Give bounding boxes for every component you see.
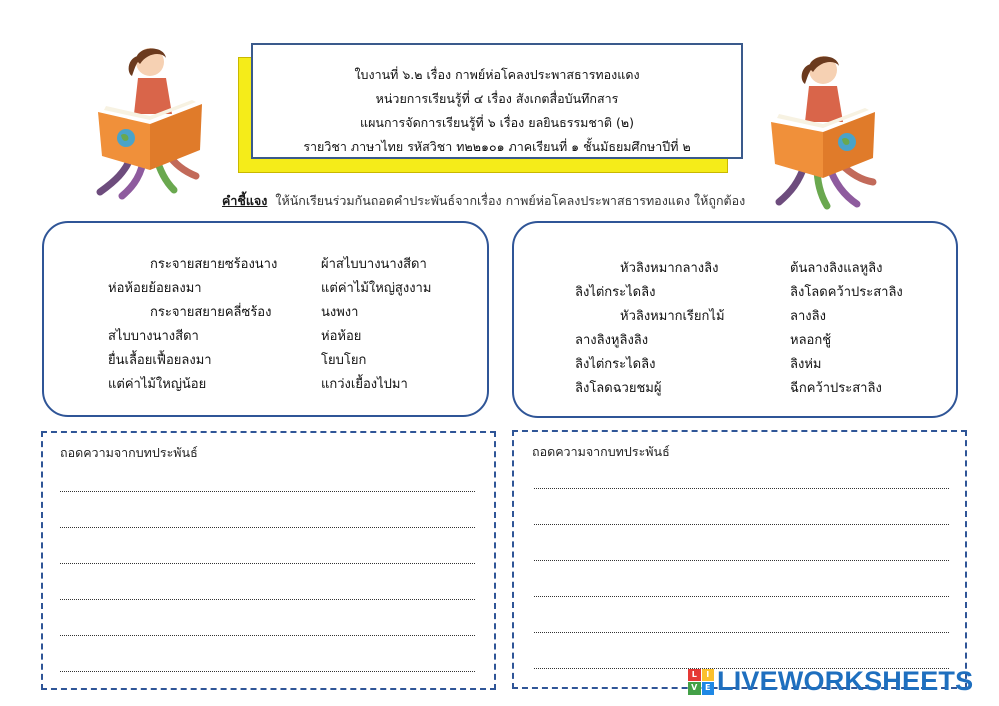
- answer-line[interactable]: [534, 632, 949, 633]
- poem-line: ลิงไต่กระไดลิง: [575, 285, 656, 300]
- poem-line: ลิงห่ม: [790, 357, 822, 372]
- poem-line: ห่อห้อยย้อยลงมา: [108, 281, 202, 296]
- poem-line: นงพงา: [321, 305, 359, 320]
- liveworksheets-logo: [688, 666, 973, 697]
- title-box: [251, 43, 743, 159]
- answer-line[interactable]: [60, 491, 475, 492]
- poem-line: ยื่นเลื้อยเฟื้อยลงมา: [108, 353, 212, 368]
- poem-line: กระจายสยายคลี่ซร้อง: [150, 305, 272, 320]
- answer-box-right: [512, 430, 967, 689]
- poem-line: สไบบางนางสีดา: [108, 329, 199, 344]
- instruction: [222, 191, 745, 211]
- poem-line: หัวลิงหมากลางลิง: [620, 261, 719, 276]
- poem-line: ต้นลางลิงแลหูลิง: [790, 261, 883, 276]
- lesson-plan: แผนการจัดการเรียนรู้ที่ ๖ เรื่อง ยลยินธรรมชาติ (๒): [360, 115, 634, 130]
- poem-box-left: [42, 221, 489, 417]
- answer-line[interactable]: [534, 488, 949, 489]
- answer-box-left: [41, 431, 496, 690]
- answer-line[interactable]: [60, 599, 475, 600]
- poem-line: ห่อห้อย: [321, 329, 362, 344]
- answer-label-right: ถอดความจากบทประพันธ์: [532, 444, 670, 459]
- answer-line[interactable]: [60, 635, 475, 636]
- answer-line[interactable]: [60, 671, 475, 672]
- instruction-text: ให้นักเรียนร่วมกันถอดคำประพันธ์จากเรื่อง กาพย์ห่อโคลงประพาสธารทองแดง ให้ถูกต้อง: [275, 193, 746, 208]
- logo-text: LIVEWORKSHEETS: [717, 666, 974, 696]
- learning-unit: หน่วยการเรียนรู้ที่ ๔ เรื่อง สังเกตสื่อบันทึกสาร: [375, 91, 619, 106]
- poem-line: ลางลิงหูลิงลิง: [575, 333, 649, 348]
- poem-line: แต่ค่าไม้ใหญ่สูงงาม: [321, 281, 432, 296]
- poem-line: ลิงไต่กระไดลิง: [575, 357, 656, 372]
- live-logo-icon: L I V E: [688, 669, 714, 695]
- poem-line: ลิงโลดคว้าประสาลิง: [790, 285, 903, 300]
- poem-line: โยบโยก: [321, 353, 367, 368]
- poem-line: ลิงโลดฉวยชมผู้: [575, 381, 662, 396]
- poem-line: แกว่งเยื้องไปมา: [321, 377, 408, 392]
- answer-line[interactable]: [60, 563, 475, 564]
- poem-line: กระจายสยายซร้องนาง: [150, 257, 278, 272]
- answer-line[interactable]: [534, 524, 949, 525]
- poem-line: หัวลิงหมากเรียกไม้: [620, 309, 725, 324]
- poem-line: ผ้าสไบบางนางสีดา: [321, 257, 427, 272]
- girl-reading-illustration-left: [92, 42, 212, 200]
- girl-reading-illustration-right: [765, 52, 885, 210]
- poem-line: ลางลิง: [790, 309, 826, 324]
- poem-box-right: [512, 221, 958, 418]
- answer-line[interactable]: [534, 560, 949, 561]
- instruction-label: คำชี้แจง: [222, 193, 268, 208]
- course-info: รายวิชา ภาษาไทย รหัสวิชา ท๒๒๑๐๑ ภาคเรียนที่ ๑ ชั้นมัธยมศึกษาปีที่ ๒: [303, 139, 691, 154]
- poem-line: หลอกชู้: [790, 333, 832, 348]
- answer-line[interactable]: [60, 527, 475, 528]
- poem-line: ฉีกคว้าประสาลิง: [790, 381, 882, 396]
- answer-line[interactable]: [534, 596, 949, 597]
- poem-line: แต่ค่าไม้ใหญ่น้อย: [108, 377, 207, 392]
- worksheet-title: ใบงานที่ ๖.๒ เรื่อง กาพย์ห่อโคลงประพาสธารทองแดง: [354, 67, 640, 82]
- answer-label-left: ถอดความจากบทประพันธ์: [60, 445, 198, 460]
